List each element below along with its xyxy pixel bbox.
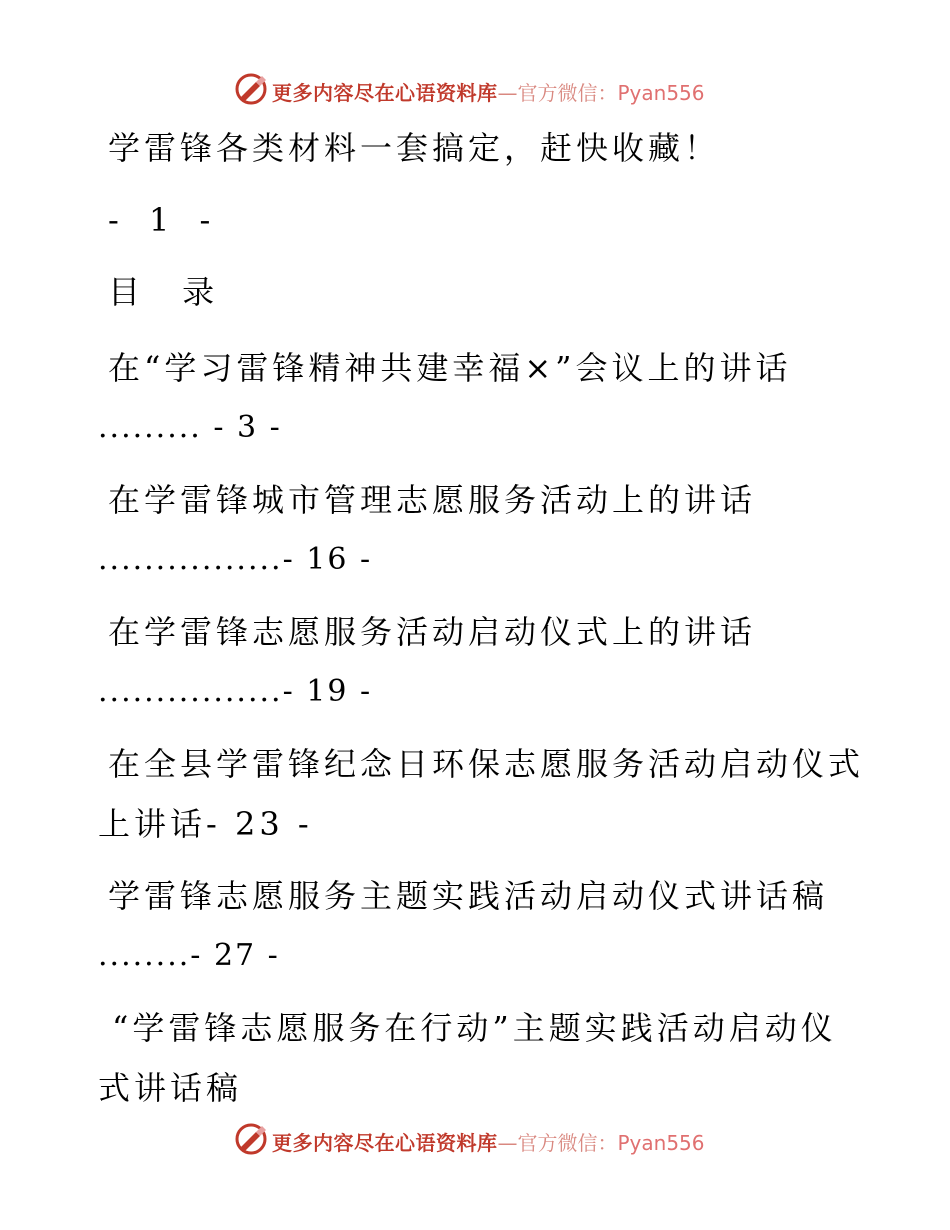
toc-item-5-title[interactable]: 学雷锋志愿服务主题实践活动启动仪式讲话稿	[108, 877, 829, 915]
toc-heading: 目 录	[108, 273, 231, 311]
watermark-part3: Pyan556	[617, 1131, 705, 1155]
page-number: - 1 -	[108, 201, 221, 239]
watermark-text	[272, 1127, 705, 1156]
toc-item-1-leader: ......... - 3 -	[98, 410, 282, 445]
watermark-header	[0, 70, 950, 110]
toc-item-4-title[interactable]: 在全县学雷锋纪念日环保志愿服务活动启动仪式	[108, 745, 865, 783]
watermark-part2: —官方微信：	[497, 81, 618, 105]
watermark-part1: 更多内容尽在心语资料库	[272, 1131, 498, 1155]
pen-logo-icon	[234, 72, 268, 106]
watermark-footer	[0, 1120, 950, 1160]
document-title: 学雷锋各类材料一套搞定，赶快收藏！	[108, 129, 721, 167]
pen-logo-icon	[234, 1122, 268, 1156]
toc-item-5-leader: ........- 27 -	[98, 938, 280, 973]
watermark-text	[272, 77, 705, 106]
toc-item-3-title[interactable]: 在学雷锋志愿服务活动启动仪式上的讲话	[108, 613, 757, 651]
toc-item-1-title[interactable]: 在“学习雷锋精神共建幸福×”会议上的讲话	[108, 349, 792, 387]
toc-item-6-title[interactable]: “学雷锋志愿服务在行动”主题实践活动启动仪	[112, 1009, 837, 1047]
watermark-part1: 更多内容尽在心语资料库	[272, 81, 498, 105]
toc-item-6-continuation: 式讲话稿	[98, 1069, 243, 1107]
toc-item-2-title[interactable]: 在学雷锋城市管理志愿服务活动上的讲话	[108, 481, 757, 519]
watermark-part2: —官方微信：	[497, 1131, 618, 1155]
toc-item-2-leader: ................- 16 -	[98, 542, 373, 577]
watermark-part3: Pyan556	[617, 81, 705, 105]
toc-item-4-leader: 上讲话- 23 -	[98, 805, 313, 843]
toc-item-3-leader: ................- 19 -	[98, 674, 373, 709]
